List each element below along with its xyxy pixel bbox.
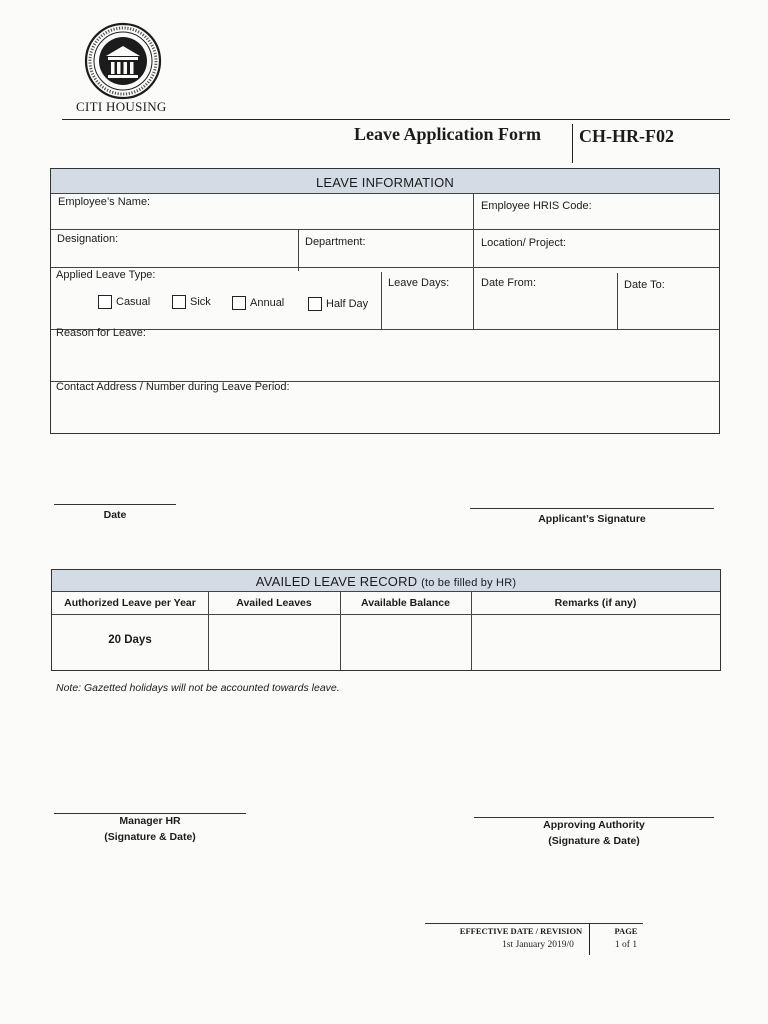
sick-label: Sick [190,296,211,308]
form-title: Leave Application Form [354,124,541,144]
row-divider [51,267,719,268]
leave-days-label: Leave Days: [388,277,450,289]
title-divider [572,124,573,163]
column-header-authorized: Authorized Leave per Year [64,597,196,609]
column-divider [381,272,382,329]
manager-hr-subtitle: (Signature & Date) [104,831,196,843]
column-divider [298,229,299,271]
half-day-label: Half Day [326,298,369,310]
footer-rule [425,923,643,924]
column-header-remarks: Remarks (if any) [554,597,637,609]
hris-code-label: Employee HRIS Code: [481,200,592,212]
column-header-availed: Availed Leaves [236,597,312,609]
half-day-checkbox[interactable] [308,297,368,311]
form-code: CH-HR-F02 [579,126,674,146]
annual-label: Annual [250,297,285,309]
sick-checkbox[interactable] [172,295,211,309]
location-label: Location/ Project: [481,237,566,249]
manager-hr-title: Manager HR [119,815,181,827]
column-header-balance: Available Balance [361,597,450,609]
casual-checkbox[interactable] [98,295,150,309]
applicant-signature-label: Applicant’s Signature [538,513,646,525]
reason-label: Reason for Leave: [56,327,146,339]
column-divider [471,592,472,670]
column-divider [340,592,341,670]
leave-information-heading: LEAVE INFORMATION [51,169,719,194]
availed-leave-record-table [51,569,721,671]
employee-name-label: Employee’s Name: [58,196,151,208]
approving-authority-subtitle: (Signature & Date) [548,835,640,847]
annual-checkbox[interactable] [232,296,284,310]
footer-divider [589,923,590,955]
availed-heading-text: AVAILED LEAVE RECORD [255,574,418,589]
company-logo-seal [84,22,162,100]
designation-label: Designation: [57,233,119,245]
effective-date-value: 1st January 2019/0 [502,940,574,950]
date-signature-label: Date [103,509,127,521]
manager-hr-signature-line [54,813,246,814]
contact-label: Contact Address / Number during Leave Period: [56,381,290,393]
row-divider [52,614,720,615]
row-divider [51,329,719,330]
casual-label: Casual [116,296,151,308]
column-divider [617,273,618,330]
page-value: 1 of 1 [614,940,638,950]
applied-leave-type-label: Applied Leave Type: [56,269,156,281]
header-rule [62,119,730,120]
column-divider [208,592,209,670]
availed-leave-heading [52,570,720,592]
row-divider [51,229,719,230]
authorized-leave-value: 20 Days [108,634,152,646]
date-signature-line [54,504,176,505]
effective-date-label: EFFECTIVE DATE / REVISION [459,926,583,936]
gazetted-holiday-note: Note: Gazetted holidays will not be accounted towards leave. [56,682,340,694]
date-to-label: Date To: [624,279,665,291]
department-label: Department: [305,236,366,248]
availed-heading-note: (to be filled by HR) [421,577,517,589]
column-divider [473,194,474,330]
applicant-signature-line [470,508,714,509]
approving-authority-signature-line [474,817,714,818]
page-label: PAGE [614,926,638,936]
date-from-label: Date From: [481,277,537,289]
leave-information-table [50,168,720,434]
approving-authority-title: Approving Authority [543,819,645,831]
company-name: CITI HOUSING [76,99,167,114]
